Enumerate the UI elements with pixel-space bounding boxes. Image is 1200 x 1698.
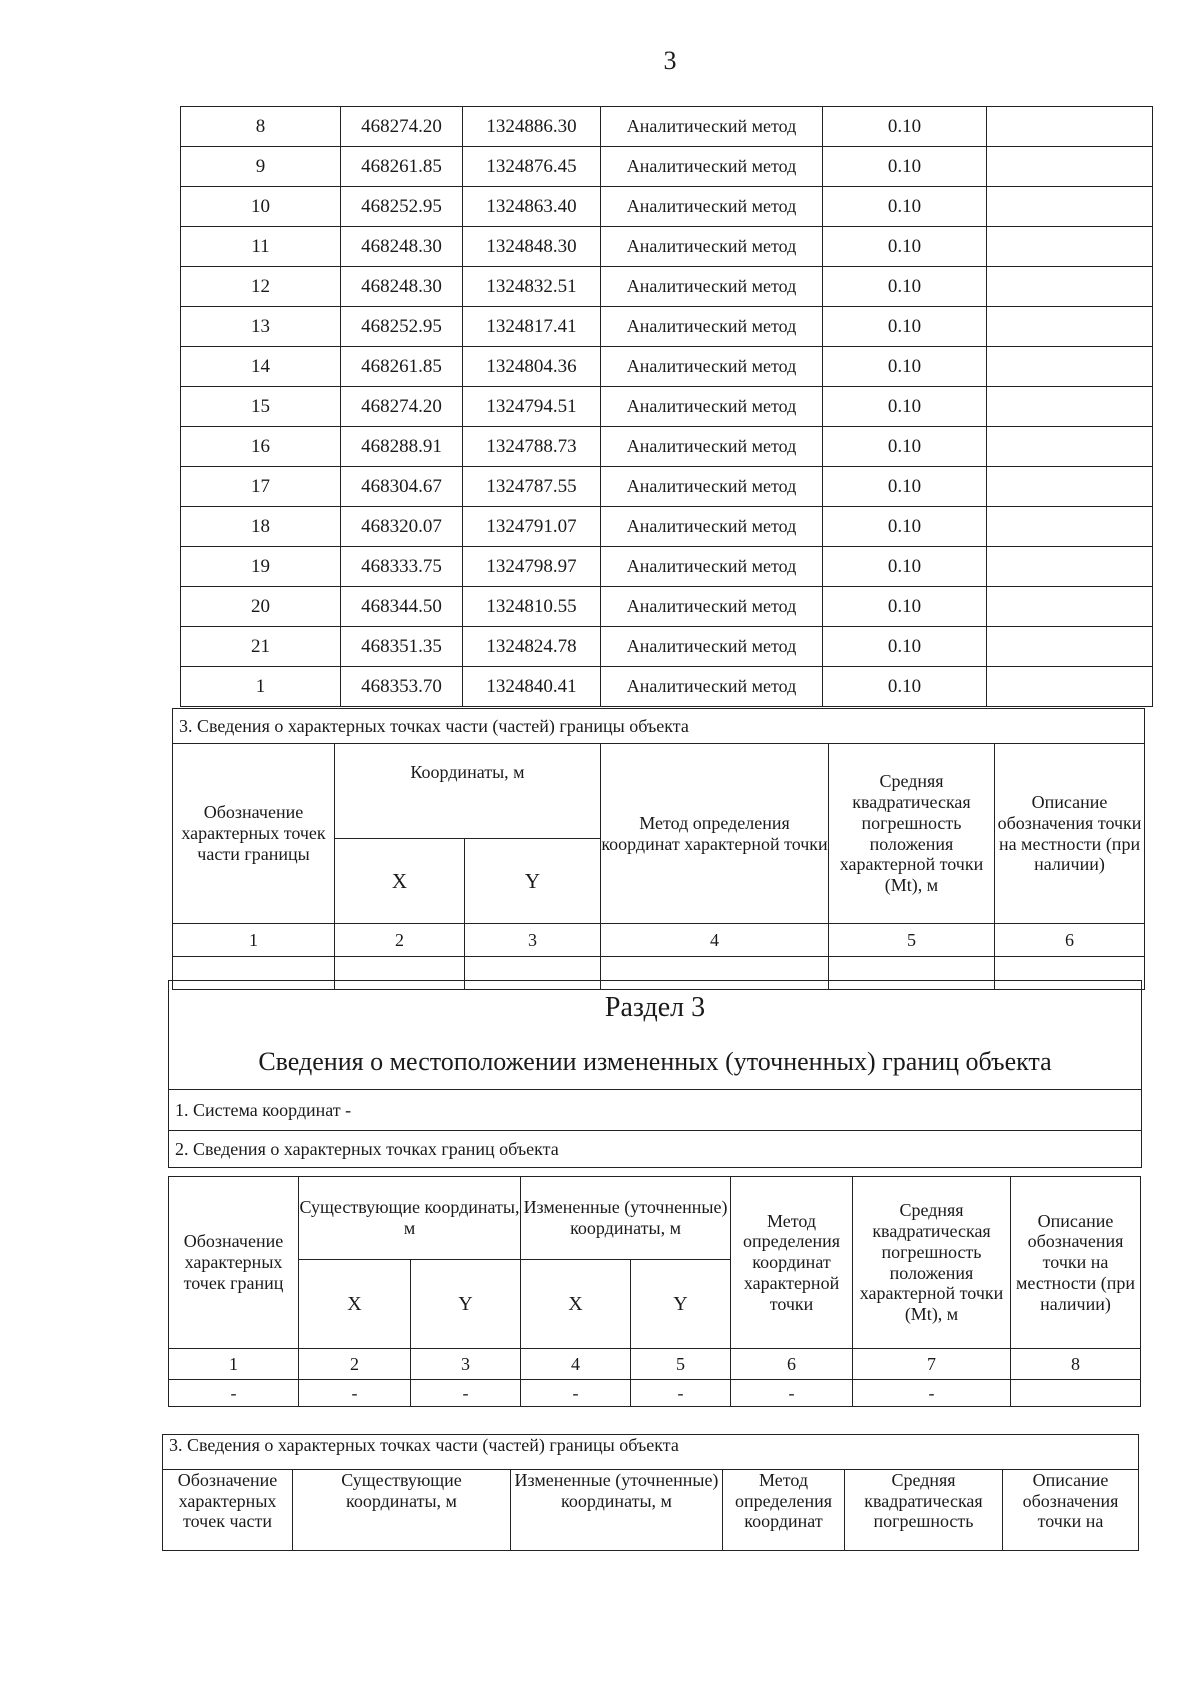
accuracy-cell: 0.10 <box>823 387 987 427</box>
accuracy-cell: 0.10 <box>823 307 987 347</box>
x-coordinate-cell: 468252.95 <box>341 187 463 227</box>
y-coordinate-cell: 1324886.30 <box>463 107 601 147</box>
table-row <box>181 667 1153 707</box>
header-accuracy: Средняя квадратическая погрешность положения характерной точки (Mt), м <box>829 744 995 924</box>
header-x: X <box>335 839 465 924</box>
y-coordinate-cell: 1324788.73 <box>463 427 601 467</box>
header-method: Метод определения координат характерной точки <box>731 1177 853 1349</box>
method-cell: Аналитический метод <box>601 587 823 627</box>
x-coordinate-cell: 468252.95 <box>341 307 463 347</box>
point-number-cell: 9 <box>181 147 341 187</box>
x-coordinate-cell: 468274.20 <box>341 387 463 427</box>
y-coordinate-cell: 1324863.40 <box>463 187 601 227</box>
header-y: Y <box>631 1260 731 1349</box>
section-subtitle: Сведения о местоположении измененных (уточненных) границ объекта <box>169 1035 1142 1090</box>
description-cell <box>987 227 1153 267</box>
description-cell <box>987 347 1153 387</box>
header-description: Описание обозначения точки на местности (при наличии) <box>1011 1177 1141 1349</box>
y-coordinate-cell: 1324794.51 <box>463 387 601 427</box>
table-row <box>181 507 1153 547</box>
method-cell: Аналитический метод <box>601 387 823 427</box>
y-coordinate-cell: 1324817.41 <box>463 307 601 347</box>
method-cell: Аналитический метод <box>601 187 823 227</box>
header-accuracy: Средняя квадратическая погрешность положения характерной точки (Mt), м <box>853 1177 1011 1349</box>
accuracy-cell: 0.10 <box>823 627 987 667</box>
x-coordinate-cell: 468333.75 <box>341 547 463 587</box>
method-cell: Аналитический метод <box>601 507 823 547</box>
point-number-cell: 19 <box>181 547 341 587</box>
accuracy-cell: 0.10 <box>823 187 987 227</box>
page-number: 3 <box>663 46 677 75</box>
description-cell <box>987 107 1153 147</box>
description-cell <box>987 507 1153 547</box>
description-cell <box>987 627 1153 667</box>
column-number: 5 <box>829 924 995 957</box>
boundary-parts-caption: 3. Сведения о характерных точках части (частей) границы объекта <box>173 709 1145 744</box>
coordinates-table-body <box>181 107 1153 707</box>
changed-parts-caption: 3. Сведения о характерных точках части (частей) границы объекта <box>163 1435 1139 1470</box>
accuracy-cell: 0.10 <box>823 427 987 467</box>
x-coordinate-cell: 468274.20 <box>341 107 463 147</box>
y-coordinate-cell: 1324824.78 <box>463 627 601 667</box>
coordinate-system-line: 1. Система координат - <box>169 1090 1142 1131</box>
column-number: 1 <box>173 924 335 957</box>
y-coordinate-cell: 1324810.55 <box>463 587 601 627</box>
method-cell: Аналитический метод <box>601 467 823 507</box>
header-changed-coordinates: Измененные (уточненные) координаты, м <box>511 1470 723 1551</box>
method-cell: Аналитический метод <box>601 627 823 667</box>
point-number-cell: 1 <box>181 667 341 707</box>
header-designation: Обозначение характерных точек границ <box>169 1177 299 1349</box>
table-row <box>181 107 1153 147</box>
point-number-cell: 8 <box>181 107 341 147</box>
section-heading: Раздел 3 <box>169 981 1142 1036</box>
x-coordinate-cell: 468261.85 <box>341 347 463 387</box>
x-coordinate-cell: 468344.50 <box>341 587 463 627</box>
y-coordinate-cell: 1324840.41 <box>463 667 601 707</box>
method-cell: Аналитический метод <box>601 547 823 587</box>
method-cell: Аналитический метод <box>601 227 823 267</box>
header-method: Метод определения координат характерной точки <box>601 744 829 924</box>
point-number-cell: 11 <box>181 227 341 267</box>
point-number-cell: 10 <box>181 187 341 227</box>
y-coordinate-cell: 1324804.36 <box>463 347 601 387</box>
table-row <box>181 387 1153 427</box>
accuracy-cell: 0.10 <box>823 507 987 547</box>
x-coordinate-cell: 468320.07 <box>341 507 463 547</box>
description-cell <box>987 307 1153 347</box>
y-coordinate-cell: 1324798.97 <box>463 547 601 587</box>
y-coordinate-cell: 1324832.51 <box>463 267 601 307</box>
column-number: 8 <box>1011 1349 1141 1380</box>
table-row <box>181 427 1153 467</box>
dash-cell: - <box>169 1380 299 1407</box>
column-number: 7 <box>853 1349 1011 1380</box>
description-cell <box>987 587 1153 627</box>
coordinates-table <box>180 106 1153 707</box>
x-coordinate-cell: 468288.91 <box>341 427 463 467</box>
accuracy-cell: 0.10 <box>823 227 987 267</box>
column-number: 4 <box>521 1349 631 1380</box>
table-row <box>181 147 1153 187</box>
column-number: 6 <box>995 924 1145 957</box>
header-existing-coordinates: Существующие координаты, м <box>299 1177 521 1260</box>
point-number-cell: 21 <box>181 627 341 667</box>
point-number-cell: 13 <box>181 307 341 347</box>
header-designation: Обозначение характерных точек части <box>163 1470 293 1551</box>
dash-cell: - <box>731 1380 853 1407</box>
column-number: 5 <box>631 1349 731 1380</box>
table-row <box>181 187 1153 227</box>
dash-cell <box>1011 1380 1141 1407</box>
description-cell <box>987 387 1153 427</box>
changed-boundaries-table <box>168 1176 1141 1407</box>
x-coordinate-cell: 468261.85 <box>341 147 463 187</box>
method-cell: Аналитический метод <box>601 107 823 147</box>
boundary-points-caption: 2. Сведения о характерных точках границ объекта <box>169 1131 1142 1168</box>
method-cell: Аналитический метод <box>601 307 823 347</box>
column-number: 2 <box>299 1349 411 1380</box>
description-cell <box>987 267 1153 307</box>
column-number: 4 <box>601 924 829 957</box>
y-coordinate-cell: 1324791.07 <box>463 507 601 547</box>
point-number-cell: 16 <box>181 427 341 467</box>
header-x: X <box>299 1260 411 1349</box>
description-cell <box>987 547 1153 587</box>
changed-parts-table <box>162 1434 1139 1551</box>
method-cell: Аналитический метод <box>601 667 823 707</box>
point-number-cell: 14 <box>181 347 341 387</box>
description-cell <box>987 467 1153 507</box>
accuracy-cell: 0.10 <box>823 467 987 507</box>
column-number: 3 <box>465 924 601 957</box>
table-row <box>181 307 1153 347</box>
y-coordinate-cell: 1324848.30 <box>463 227 601 267</box>
method-cell: Аналитический метод <box>601 347 823 387</box>
y-coordinate-cell: 1324787.55 <box>463 467 601 507</box>
header-coordinates: Координаты, м <box>335 744 601 839</box>
dash-cell: - <box>299 1380 411 1407</box>
boundary-parts-table <box>172 708 1145 990</box>
table-row <box>181 227 1153 267</box>
x-coordinate-cell: 468351.35 <box>341 627 463 667</box>
section-3-block <box>168 980 1142 1168</box>
header-changed-coordinates: Измененные (уточненные) координаты, м <box>521 1177 731 1260</box>
accuracy-cell: 0.10 <box>823 107 987 147</box>
method-cell: Аналитический метод <box>601 427 823 467</box>
table-row <box>181 587 1153 627</box>
header-y: Y <box>411 1260 521 1349</box>
dash-cell: - <box>631 1380 731 1407</box>
point-number-cell: 20 <box>181 587 341 627</box>
x-coordinate-cell: 468248.30 <box>341 267 463 307</box>
dash-cell: - <box>521 1380 631 1407</box>
description-cell <box>987 667 1153 707</box>
header-designation: Обозначение характерных точек части границы <box>173 744 335 924</box>
table-row <box>181 467 1153 507</box>
header-x: X <box>521 1260 631 1349</box>
header-y: Y <box>465 839 601 924</box>
table-row <box>181 267 1153 307</box>
accuracy-cell: 0.10 <box>823 347 987 387</box>
description-cell <box>987 147 1153 187</box>
description-cell <box>987 427 1153 467</box>
table-row <box>181 547 1153 587</box>
x-coordinate-cell: 468353.70 <box>341 667 463 707</box>
header-description: Описание обозначения точки на <box>1003 1470 1139 1551</box>
header-method: Метод определения координат <box>723 1470 845 1551</box>
column-number: 2 <box>335 924 465 957</box>
table-row <box>181 627 1153 667</box>
method-cell: Аналитический метод <box>601 147 823 187</box>
header-accuracy: Средняя квадратическая погрешность <box>845 1470 1003 1551</box>
header-description: Описание обозначения точки на местности (при наличии) <box>995 744 1145 924</box>
header-existing-coordinates: Существующие координаты, м <box>293 1470 511 1551</box>
method-cell: Аналитический метод <box>601 267 823 307</box>
table-row <box>181 347 1153 387</box>
accuracy-cell: 0.10 <box>823 667 987 707</box>
point-number-cell: 17 <box>181 467 341 507</box>
dash-cell: - <box>853 1380 1011 1407</box>
x-coordinate-cell: 468304.67 <box>341 467 463 507</box>
accuracy-cell: 0.10 <box>823 267 987 307</box>
column-number: 1 <box>169 1349 299 1380</box>
accuracy-cell: 0.10 <box>823 547 987 587</box>
accuracy-cell: 0.10 <box>823 587 987 627</box>
point-number-cell: 12 <box>181 267 341 307</box>
column-number: 3 <box>411 1349 521 1380</box>
accuracy-cell: 0.10 <box>823 147 987 187</box>
y-coordinate-cell: 1324876.45 <box>463 147 601 187</box>
column-number: 6 <box>731 1349 853 1380</box>
point-number-cell: 18 <box>181 507 341 547</box>
dash-cell: - <box>411 1380 521 1407</box>
point-number-cell: 15 <box>181 387 341 427</box>
x-coordinate-cell: 468248.30 <box>341 227 463 267</box>
description-cell <box>987 187 1153 227</box>
